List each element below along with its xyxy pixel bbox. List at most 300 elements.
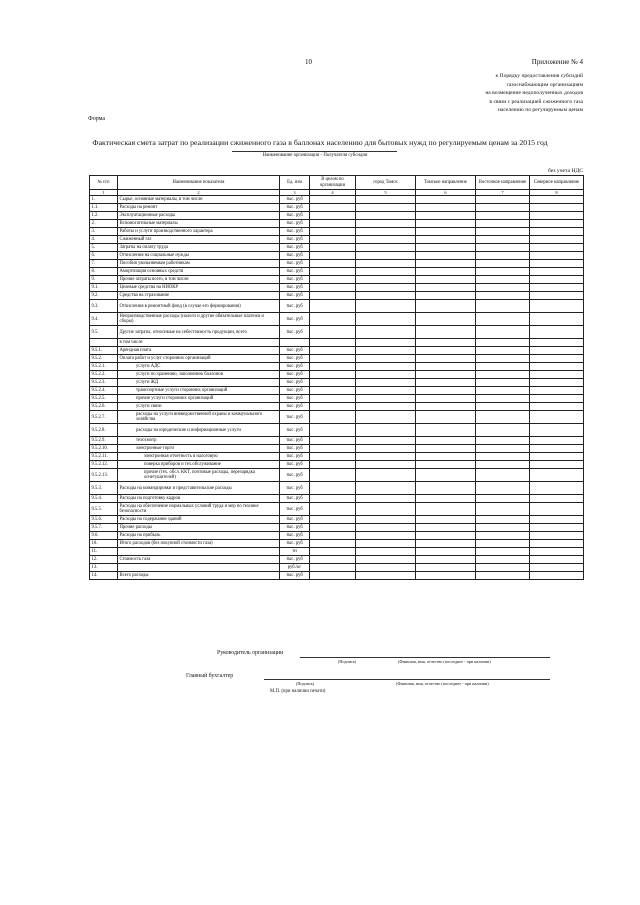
value-cell[interactable] [476,424,530,437]
table-row [90,387,584,395]
value-cell[interactable] [530,453,584,461]
row-number: 9.6. [90,532,118,540]
table-row [90,228,584,236]
table-row [90,339,584,347]
row-indicator-name: Расходы на прибыль [118,532,280,540]
value-cell[interactable] [356,228,416,236]
value-cell[interactable] [476,437,530,445]
row-unit: тыс. руб [280,252,310,260]
value-cell[interactable] [310,395,356,403]
value-cell[interactable] [416,424,476,437]
value-cell[interactable] [356,503,416,516]
value-cell[interactable] [310,503,356,516]
value-cell[interactable] [356,276,416,284]
table-row [90,236,584,244]
value-cell[interactable] [416,284,476,292]
value-cell[interactable] [476,445,530,453]
value-cell[interactable] [530,204,584,212]
value-cell[interactable] [530,371,584,379]
value-cell[interactable] [476,347,530,355]
value-cell[interactable] [416,292,476,300]
table-row [90,548,584,556]
row-unit: тыс. руб [280,260,310,268]
value-cell[interactable] [310,313,356,326]
value-cell[interactable] [310,524,356,532]
value-cell[interactable] [416,268,476,276]
value-cell[interactable] [310,437,356,445]
value-cell[interactable] [530,482,584,495]
value-cell[interactable] [476,326,530,339]
value-cell[interactable] [530,437,584,445]
value-cell[interactable] [356,556,416,564]
value-cell[interactable] [356,220,416,228]
value-cell[interactable] [356,524,416,532]
value-cell[interactable] [416,244,476,252]
value-cell[interactable] [476,313,530,326]
value-cell[interactable] [476,469,530,482]
value-cell[interactable] [356,244,416,252]
value-cell[interactable] [476,236,530,244]
value-cell[interactable] [416,236,476,244]
col-header: город Томск [356,176,416,190]
value-cell[interactable] [476,482,530,495]
value-cell[interactable] [310,564,356,572]
value-cell[interactable] [530,564,584,572]
value-cell[interactable] [530,403,584,411]
value-cell[interactable] [356,196,416,204]
value-cell[interactable] [476,371,530,379]
col-header: Северное направление [530,176,584,190]
value-cell[interactable] [416,339,476,347]
value-cell[interactable] [416,403,476,411]
row-number: 9.4. [90,313,118,326]
value-cell[interactable] [476,564,530,572]
value-cell[interactable] [310,387,356,395]
value-cell[interactable] [416,453,476,461]
value-cell[interactable] [416,260,476,268]
value-cell[interactable] [356,252,416,260]
table-row [90,411,584,424]
value-cell[interactable] [530,339,584,347]
value-cell[interactable] [310,445,356,453]
value-cell[interactable] [310,284,356,292]
row-indicator-name: Затраты на оплату труда [118,244,280,252]
value-cell[interactable] [416,347,476,355]
value-cell[interactable] [476,495,530,503]
value-cell[interactable] [530,313,584,326]
value-cell[interactable] [530,540,584,548]
value-cell[interactable] [356,482,416,495]
recipient-line [232,151,397,152]
value-cell[interactable] [530,268,584,276]
value-cell[interactable] [310,300,356,313]
value-cell[interactable] [476,453,530,461]
row-unit: тыс. руб [280,347,310,355]
value-cell[interactable] [310,411,356,424]
table-row [90,503,584,516]
value-cell[interactable] [476,379,530,387]
value-cell[interactable] [356,236,416,244]
value-cell[interactable] [530,252,584,260]
value-cell[interactable] [530,524,584,532]
value-cell[interactable] [356,292,416,300]
value-cell[interactable] [310,482,356,495]
value-cell[interactable] [416,495,476,503]
value-cell[interactable] [530,196,584,204]
value-cell[interactable] [356,516,416,524]
value-cell[interactable] [476,387,530,395]
value-cell[interactable] [356,532,416,540]
value-cell[interactable] [310,228,356,236]
value-cell[interactable] [530,556,584,564]
value-cell[interactable] [530,469,584,482]
value-cell[interactable] [530,395,584,403]
table-row [90,363,584,371]
value-cell[interactable] [356,268,416,276]
value-cell[interactable] [356,411,416,424]
value-cell[interactable] [530,347,584,355]
value-cell[interactable] [310,424,356,437]
value-cell[interactable] [476,196,530,204]
value-cell[interactable] [530,445,584,453]
value-cell[interactable] [530,387,584,395]
value-cell[interactable] [356,572,416,580]
table-row [90,371,584,379]
row-indicator-name: Прочие расходы [118,524,280,532]
value-cell[interactable] [356,355,416,363]
row-unit: тыс. руб [280,204,310,212]
value-cell[interactable] [476,228,530,236]
value-cell[interactable] [356,395,416,403]
document-title: Фактическая смета затрат по реализации сжиженного газа в баллонах населению для бытовых нужд по регулируемым ценам за 2015 год [92,138,548,147]
value-cell[interactable] [356,379,416,387]
value-cell[interactable] [416,548,476,556]
value-cell[interactable] [356,313,416,326]
value-cell[interactable] [416,387,476,395]
value-cell[interactable] [476,260,530,268]
value-cell[interactable] [476,540,530,548]
row-number: 9.5.1. [90,347,118,355]
value-cell[interactable] [476,572,530,580]
value-cell[interactable] [310,495,356,503]
value-cell[interactable] [416,461,476,469]
value-cell[interactable] [416,228,476,236]
value-cell[interactable] [530,532,584,540]
value-cell[interactable] [416,313,476,326]
value-cell[interactable] [310,355,356,363]
value-cell[interactable] [476,252,530,260]
table-row [90,196,584,204]
value-cell[interactable] [356,387,416,395]
value-cell[interactable] [310,339,356,347]
table-row [90,204,584,212]
value-cell[interactable] [476,411,530,424]
table-row [90,220,584,228]
row-unit: тыс. руб [280,387,310,395]
order-line: в связи с реализацией сжиженного газа [489,98,583,105]
value-cell[interactable] [356,326,416,339]
value-cell[interactable] [310,532,356,540]
row-indicator-name: Другие затраты, относимые на себестоимость продукции, всего [118,326,280,339]
value-cell[interactable] [476,363,530,371]
value-cell[interactable] [356,453,416,461]
value-cell[interactable] [416,532,476,540]
value-cell[interactable] [416,379,476,387]
value-cell[interactable] [476,212,530,220]
value-cell[interactable] [310,403,356,411]
value-cell[interactable] [356,284,416,292]
row-indicator-name: Отчисления на социальные нужды [118,252,280,260]
value-cell[interactable] [356,347,416,355]
row-number: 9.5.2.2. [90,371,118,379]
value-cell[interactable] [356,339,416,347]
value-cell[interactable] [476,556,530,564]
value-cell[interactable] [476,395,530,403]
row-unit: тыс. руб [280,461,310,469]
row-indicator-name: прочие (тех. обсл. ККТ, почтовые расходы, перезарядка огнетушителей) [118,469,280,482]
row-number: 5. [90,244,118,252]
table-row [90,355,584,363]
value-cell[interactable] [416,564,476,572]
value-cell[interactable] [310,371,356,379]
row-indicator-name: Всего расходы [118,572,280,580]
value-cell[interactable] [356,363,416,371]
value-cell[interactable] [356,300,416,313]
value-cell[interactable] [310,236,356,244]
value-cell[interactable] [416,411,476,424]
value-cell[interactable] [310,326,356,339]
row-indicator-name: услуги по хранению, заполнению баллонов [118,371,280,379]
value-cell[interactable] [310,292,356,300]
row-number: 9.5.2.3. [90,379,118,387]
row-unit: тыс. руб [280,572,310,580]
row-unit: тыс. руб [280,524,310,532]
head-sign-caption: (Подпись) [338,659,357,664]
value-cell[interactable] [310,453,356,461]
value-cell[interactable] [356,424,416,437]
value-cell[interactable] [356,437,416,445]
value-cell[interactable] [476,461,530,469]
value-cell[interactable] [530,220,584,228]
value-cell[interactable] [476,284,530,292]
row-unit: тыс. руб [280,196,310,204]
value-cell[interactable] [530,363,584,371]
value-cell[interactable] [416,196,476,204]
row-unit: тыс. руб [280,424,310,437]
value-cell[interactable] [416,503,476,516]
row-number: 4. [90,236,118,244]
row-indicator-name: расходы на услуги вневедомственной охраны и коммунального хозяйства [118,411,280,424]
value-cell[interactable] [416,355,476,363]
value-cell[interactable] [416,252,476,260]
value-cell[interactable] [476,403,530,411]
value-cell[interactable] [356,403,416,411]
row-indicator-name [118,548,280,556]
value-cell[interactable] [476,548,530,556]
value-cell[interactable] [476,503,530,516]
value-cell[interactable] [476,268,530,276]
value-cell[interactable] [356,260,416,268]
value-cell[interactable] [310,461,356,469]
value-cell[interactable] [310,556,356,564]
row-indicator-name: Стоимость газа [118,556,280,564]
value-cell[interactable] [356,469,416,482]
value-cell[interactable] [530,572,584,580]
value-cell[interactable] [416,204,476,212]
row-unit: тыс. руб [280,532,310,540]
row-indicator-name [118,564,280,572]
order-line: к Порядку предоставления субсидий [495,73,583,79]
value-cell[interactable] [356,495,416,503]
value-cell[interactable] [416,572,476,580]
value-cell[interactable] [416,445,476,453]
value-cell[interactable] [416,276,476,284]
value-cell[interactable] [310,252,356,260]
value-cell[interactable] [530,212,584,220]
row-number: 12. [90,556,118,564]
value-cell[interactable] [310,196,356,204]
value-cell[interactable] [310,268,356,276]
value-cell[interactable] [416,524,476,532]
chief-sign-caption: (Подпись) [296,681,315,686]
vat-note: без учета НДС [547,168,583,174]
row-indicator-name: Непроизводственные расходы (налоги и другие обязательные платежи и сборы) [118,313,280,326]
value-cell[interactable] [530,548,584,556]
value-cell[interactable] [356,461,416,469]
value-cell[interactable] [476,220,530,228]
value-cell[interactable] [310,212,356,220]
value-cell[interactable] [310,540,356,548]
appendix-label: Приложение № 4 [531,58,583,66]
value-cell[interactable] [356,212,416,220]
value-cell[interactable] [530,461,584,469]
value-cell[interactable] [416,540,476,548]
value-cell[interactable] [310,347,356,355]
value-cell[interactable] [476,244,530,252]
value-cell[interactable] [416,395,476,403]
value-cell[interactable] [476,292,530,300]
value-cell[interactable] [416,371,476,379]
value-cell[interactable] [530,276,584,284]
value-cell[interactable] [310,220,356,228]
value-cell[interactable] [356,548,416,556]
value-cell[interactable] [476,524,530,532]
col-number: 3 [280,190,310,196]
value-cell[interactable] [416,363,476,371]
value-cell[interactable] [310,204,356,212]
row-unit: тыс. руб [280,482,310,495]
value-cell[interactable] [310,260,356,268]
value-cell[interactable] [416,516,476,524]
row-indicator-name: расходы на юридические и информационные услуги [118,424,280,437]
value-cell[interactable] [310,548,356,556]
table-row [90,395,584,403]
row-unit: тыс. руб [280,495,310,503]
table-row [90,564,584,572]
row-number: 9.1. [90,284,118,292]
value-cell[interactable] [356,540,416,548]
value-cell[interactable] [476,339,530,347]
value-cell[interactable] [530,228,584,236]
value-cell[interactable] [476,355,530,363]
row-unit: тыс. руб [280,284,310,292]
value-cell[interactable] [530,284,584,292]
value-cell[interactable] [530,355,584,363]
chief-fio-caption: (Фамилия, имя, отчество (последнее - при наличии) [396,681,489,686]
value-cell[interactable] [416,300,476,313]
value-cell[interactable] [476,516,530,524]
row-unit: тыс. руб [280,469,310,482]
value-cell[interactable] [310,363,356,371]
row-number: 9.5.2.4. [90,387,118,395]
value-cell[interactable] [310,516,356,524]
row-unit: тыс. руб [280,212,310,220]
value-cell[interactable] [310,276,356,284]
value-cell[interactable] [476,276,530,284]
value-cell[interactable] [356,371,416,379]
table-row [90,268,584,276]
value-cell[interactable] [530,411,584,424]
value-cell[interactable] [416,437,476,445]
value-cell[interactable] [530,495,584,503]
row-unit [280,339,310,347]
row-number: 9.5.2. [90,355,118,363]
value-cell[interactable] [356,204,416,212]
chief-accountant-label: Главный бухгалтер [186,673,234,679]
value-cell[interactable] [416,482,476,495]
value-cell[interactable] [530,244,584,252]
value-cell[interactable] [310,469,356,482]
value-cell[interactable] [530,300,584,313]
recipient-caption: Наименование организации - Получателя субсидии [262,153,368,158]
value-cell[interactable] [416,326,476,339]
row-indicator-name: Итого расходов (без покупной стоимости газа) [118,540,280,548]
value-cell[interactable] [530,236,584,244]
row-indicator-name: в том числе [118,339,280,347]
row-indicator-name: Работы и услуги производственного характера [118,228,280,236]
value-cell[interactable] [416,212,476,220]
row-unit: тыс. руб [280,300,310,313]
value-cell[interactable] [356,564,416,572]
head-label: Руководитель организации [217,650,284,656]
value-cell[interactable] [310,379,356,387]
value-cell[interactable] [530,292,584,300]
value-cell[interactable] [530,379,584,387]
value-cell[interactable] [530,260,584,268]
row-number: 9.5.2.10. [90,445,118,453]
row-number: 11. [90,548,118,556]
value-cell[interactable] [416,556,476,564]
value-cell[interactable] [530,424,584,437]
table-row [90,403,584,411]
value-cell[interactable] [530,516,584,524]
value-cell[interactable] [310,244,356,252]
row-number: 9.5.2.5. [90,395,118,403]
row-indicator-name: Расходы на содержание зданий [118,516,280,524]
value-cell[interactable] [310,572,356,580]
col-number: 6 [416,190,476,196]
value-cell[interactable] [476,204,530,212]
value-cell[interactable] [416,469,476,482]
value-cell[interactable] [416,220,476,228]
value-cell[interactable] [530,503,584,516]
value-cell[interactable] [356,445,416,453]
value-cell[interactable] [530,326,584,339]
table-row [90,445,584,453]
value-cell[interactable] [476,532,530,540]
value-cell[interactable] [476,300,530,313]
table-row [90,532,584,540]
